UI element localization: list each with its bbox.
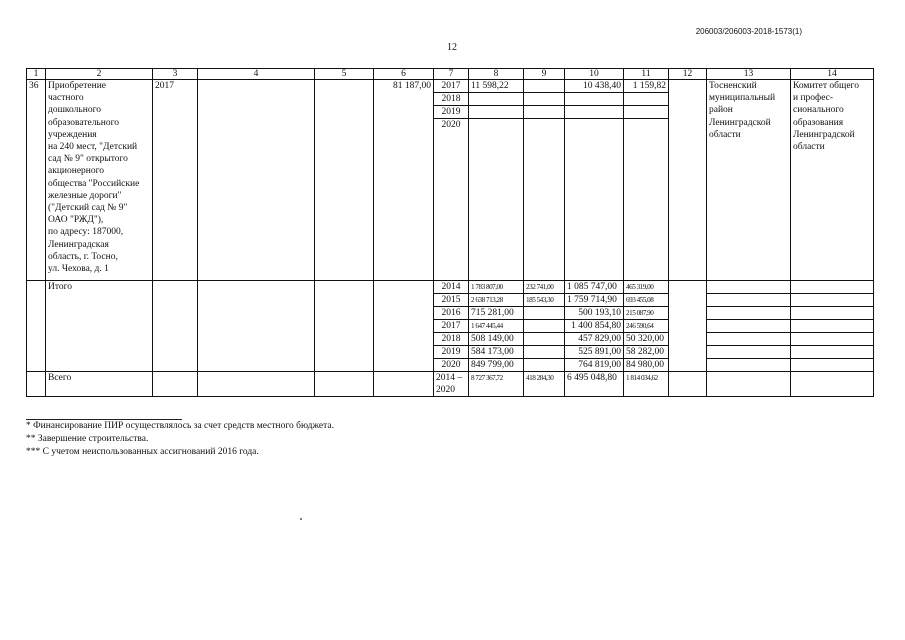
itogo-regional: 500 193,10 <box>565 307 624 320</box>
col-number: 8 <box>469 69 524 80</box>
col-number: 9 <box>524 69 565 80</box>
item-name-line: ("Детский сад № 9" <box>48 203 128 214</box>
vsego-number <box>27 372 46 397</box>
item-name-line: область, г. Тосно, <box>48 251 118 262</box>
itogo-col13 <box>707 281 791 294</box>
itogo-total: 584 173,00 <box>469 346 524 359</box>
item-name-line: общества "Российские <box>48 178 140 189</box>
item-name-line: Приобретение <box>48 81 106 91</box>
itogo-local: 50 320,00 <box>624 333 669 346</box>
item-year: 2019 <box>434 106 469 119</box>
col-number: 4 <box>198 69 315 80</box>
col-number: 7 <box>434 69 469 80</box>
footnote-3: *** С учетом неиспользованных ассигнований 2016 года. <box>26 447 259 457</box>
itogo-local: 58 282,00 <box>624 346 669 359</box>
footnote-1: * Финансирование ПИР осуществлялось за счет средств местного бюджета. <box>26 421 334 431</box>
item-name-line: учреждения <box>48 129 97 140</box>
itogo-year: 2014 <box>434 281 469 294</box>
itogo-year: 2018 <box>434 333 469 346</box>
item-name-line: ул. Чехова, д. 1 <box>48 264 109 275</box>
item-name-line: железные дороги" <box>48 190 122 201</box>
itogo-label: Итого <box>46 281 153 372</box>
itogo-col3 <box>153 281 198 372</box>
page-number: 12 <box>447 42 457 53</box>
customer-line: образования <box>793 117 844 128</box>
item-start-year: 2017 <box>153 80 198 281</box>
itogo-col14 <box>791 333 874 346</box>
item-total <box>469 119 524 281</box>
item-name-line: образовательного <box>48 117 120 128</box>
item-year: 2018 <box>434 93 469 106</box>
item-executor <box>707 80 791 281</box>
itogo-total: 849 799,00 <box>469 359 524 372</box>
item-name-line: частного <box>48 93 84 104</box>
item-name-line: сад № 9" открытого <box>48 154 128 165</box>
itogo-regional: 525 891,00 <box>565 346 624 359</box>
item-local: 1 159,82 <box>624 80 669 93</box>
customer-line: Ленинградской <box>793 129 855 140</box>
item-local <box>624 93 669 106</box>
item-federal <box>524 119 565 281</box>
item-regional <box>565 106 624 119</box>
vsego-col6 <box>374 372 434 397</box>
document-id: 206003/206003-2018-1573(1) <box>695 27 802 36</box>
item-regional <box>565 119 624 281</box>
item-regional: 10 438,40 <box>565 80 624 93</box>
itogo-regional: 1 400 854,80 <box>565 320 624 333</box>
vsego-label: Всего <box>46 372 153 397</box>
vsego-years <box>434 372 469 397</box>
itogo-col13 <box>707 320 791 333</box>
vsego-years-line: 2014 – <box>436 373 463 383</box>
itogo-row <box>27 281 874 294</box>
executor-line: муниципальный <box>709 93 776 104</box>
itogo-col14 <box>791 346 874 359</box>
vsego-col5 <box>315 372 374 397</box>
vsego-row <box>27 372 874 397</box>
customer-line: Комитет общего <box>793 81 859 91</box>
item-local <box>624 119 669 281</box>
item-col4 <box>198 80 315 281</box>
footnote-divider <box>26 419 182 420</box>
itogo-local: 465 319,00 <box>624 281 669 294</box>
program-table <box>26 68 874 397</box>
column-number-row <box>27 69 874 80</box>
item-federal <box>524 93 565 106</box>
itogo-year: 2015 <box>434 294 469 307</box>
itogo-col13 <box>707 359 791 372</box>
col-number: 1 <box>27 69 46 80</box>
itogo-federal: 185 543,30 <box>524 294 565 307</box>
item-name-line: Ленинградская <box>48 239 109 250</box>
item-local <box>624 106 669 119</box>
itogo-col13 <box>707 307 791 320</box>
footnote-2: ** Завершение строительства. <box>26 434 149 444</box>
itogo-col14 <box>791 281 874 294</box>
executor-line: Ленинградской <box>709 117 771 128</box>
itogo-col12 <box>669 281 707 372</box>
itogo-federal <box>524 307 565 320</box>
vsego-col12 <box>669 372 707 397</box>
vsego-col4 <box>198 372 315 397</box>
vsego-col13 <box>707 372 791 397</box>
itogo-col14 <box>791 320 874 333</box>
item-name-line: на 240 мест, "Детский <box>48 142 138 153</box>
itogo-col14 <box>791 294 874 307</box>
itogo-year: 2020 <box>434 359 469 372</box>
item-col5 <box>315 80 374 281</box>
col-number: 13 <box>707 69 791 80</box>
item-cost: 81 187,00 <box>374 80 434 281</box>
item-name-line: акционерного <box>48 166 105 177</box>
col-number: 12 <box>669 69 707 80</box>
itogo-col5 <box>315 281 374 372</box>
col-number: 10 <box>565 69 624 80</box>
item-name-line: ОАО "РЖД"), <box>48 215 104 226</box>
itogo-regional: 1 759 714,90 <box>565 294 624 307</box>
vsego-col14 <box>791 372 874 397</box>
itogo-local: 84 980,00 <box>624 359 669 372</box>
customer-line: области <box>793 142 825 153</box>
customer-line: и профес- <box>793 93 834 104</box>
vsego-col3 <box>153 372 198 397</box>
itogo-col6 <box>374 281 434 372</box>
item-row-2017 <box>27 80 874 93</box>
itogo-total: 508 149,00 <box>469 333 524 346</box>
itogo-col14 <box>791 359 874 372</box>
itogo-col14 <box>791 307 874 320</box>
vsego-federal: 418 284,30 <box>524 372 565 397</box>
itogo-col13 <box>707 346 791 359</box>
itogo-regional: 1 085 747,00 <box>565 281 624 294</box>
itogo-regional: 457 829,00 <box>565 333 624 346</box>
item-customer <box>791 80 874 281</box>
itogo-federal <box>524 333 565 346</box>
itogo-year: 2016 <box>434 307 469 320</box>
itogo-col4 <box>198 281 315 372</box>
item-name <box>46 80 153 281</box>
col-number: 6 <box>374 69 434 80</box>
col-number: 3 <box>153 69 198 80</box>
executor-line: области <box>709 129 741 140</box>
item-year: 2017 <box>434 80 469 93</box>
itogo-col13 <box>707 294 791 307</box>
scan-speck <box>300 518 302 520</box>
item-total <box>469 93 524 106</box>
item-number: 36 <box>27 80 46 281</box>
vsego-local: 1 814 034,62 <box>624 372 669 397</box>
col-number: 11 <box>624 69 669 80</box>
itogo-col13 <box>707 333 791 346</box>
col-number: 14 <box>791 69 874 80</box>
itogo-local: 215 087,90 <box>624 307 669 320</box>
itogo-regional: 764 819,00 <box>565 359 624 372</box>
itogo-federal <box>524 359 565 372</box>
itogo-total: 1 783 807,00 <box>469 281 524 294</box>
item-col12 <box>669 80 707 281</box>
itogo-federal: 232 741,00 <box>524 281 565 294</box>
vsego-total: 8 727 367,72 <box>469 372 524 397</box>
item-name-line: по адресу: 187000, <box>48 227 124 238</box>
executor-line: район <box>709 105 733 116</box>
itogo-local: 693 455,08 <box>624 294 669 307</box>
itogo-federal <box>524 346 565 359</box>
col-number: 2 <box>46 69 153 80</box>
item-federal <box>524 106 565 119</box>
customer-line: сионального <box>793 105 844 116</box>
item-total: 11 598,22 <box>469 80 524 93</box>
itogo-total: 715 281,00 <box>469 307 524 320</box>
item-federal <box>524 80 565 93</box>
executor-line: Тосненский <box>709 81 757 91</box>
vsego-regional: 6 495 048,80 <box>565 372 624 397</box>
item-name-line: дошкольного <box>48 105 101 116</box>
col-number: 5 <box>315 69 374 80</box>
itogo-total: 2 638 713,28 <box>469 294 524 307</box>
vsego-years-line: 2020 <box>436 385 455 395</box>
itogo-year: 2017 <box>434 320 469 333</box>
itogo-local: 246 590,64 <box>624 320 669 333</box>
item-total <box>469 106 524 119</box>
itogo-federal <box>524 320 565 333</box>
item-year: 2020 <box>434 119 469 281</box>
itogo-number <box>27 281 46 372</box>
item-regional <box>565 93 624 106</box>
itogo-year: 2019 <box>434 346 469 359</box>
itogo-total: 1 647 445,44 <box>469 320 524 333</box>
